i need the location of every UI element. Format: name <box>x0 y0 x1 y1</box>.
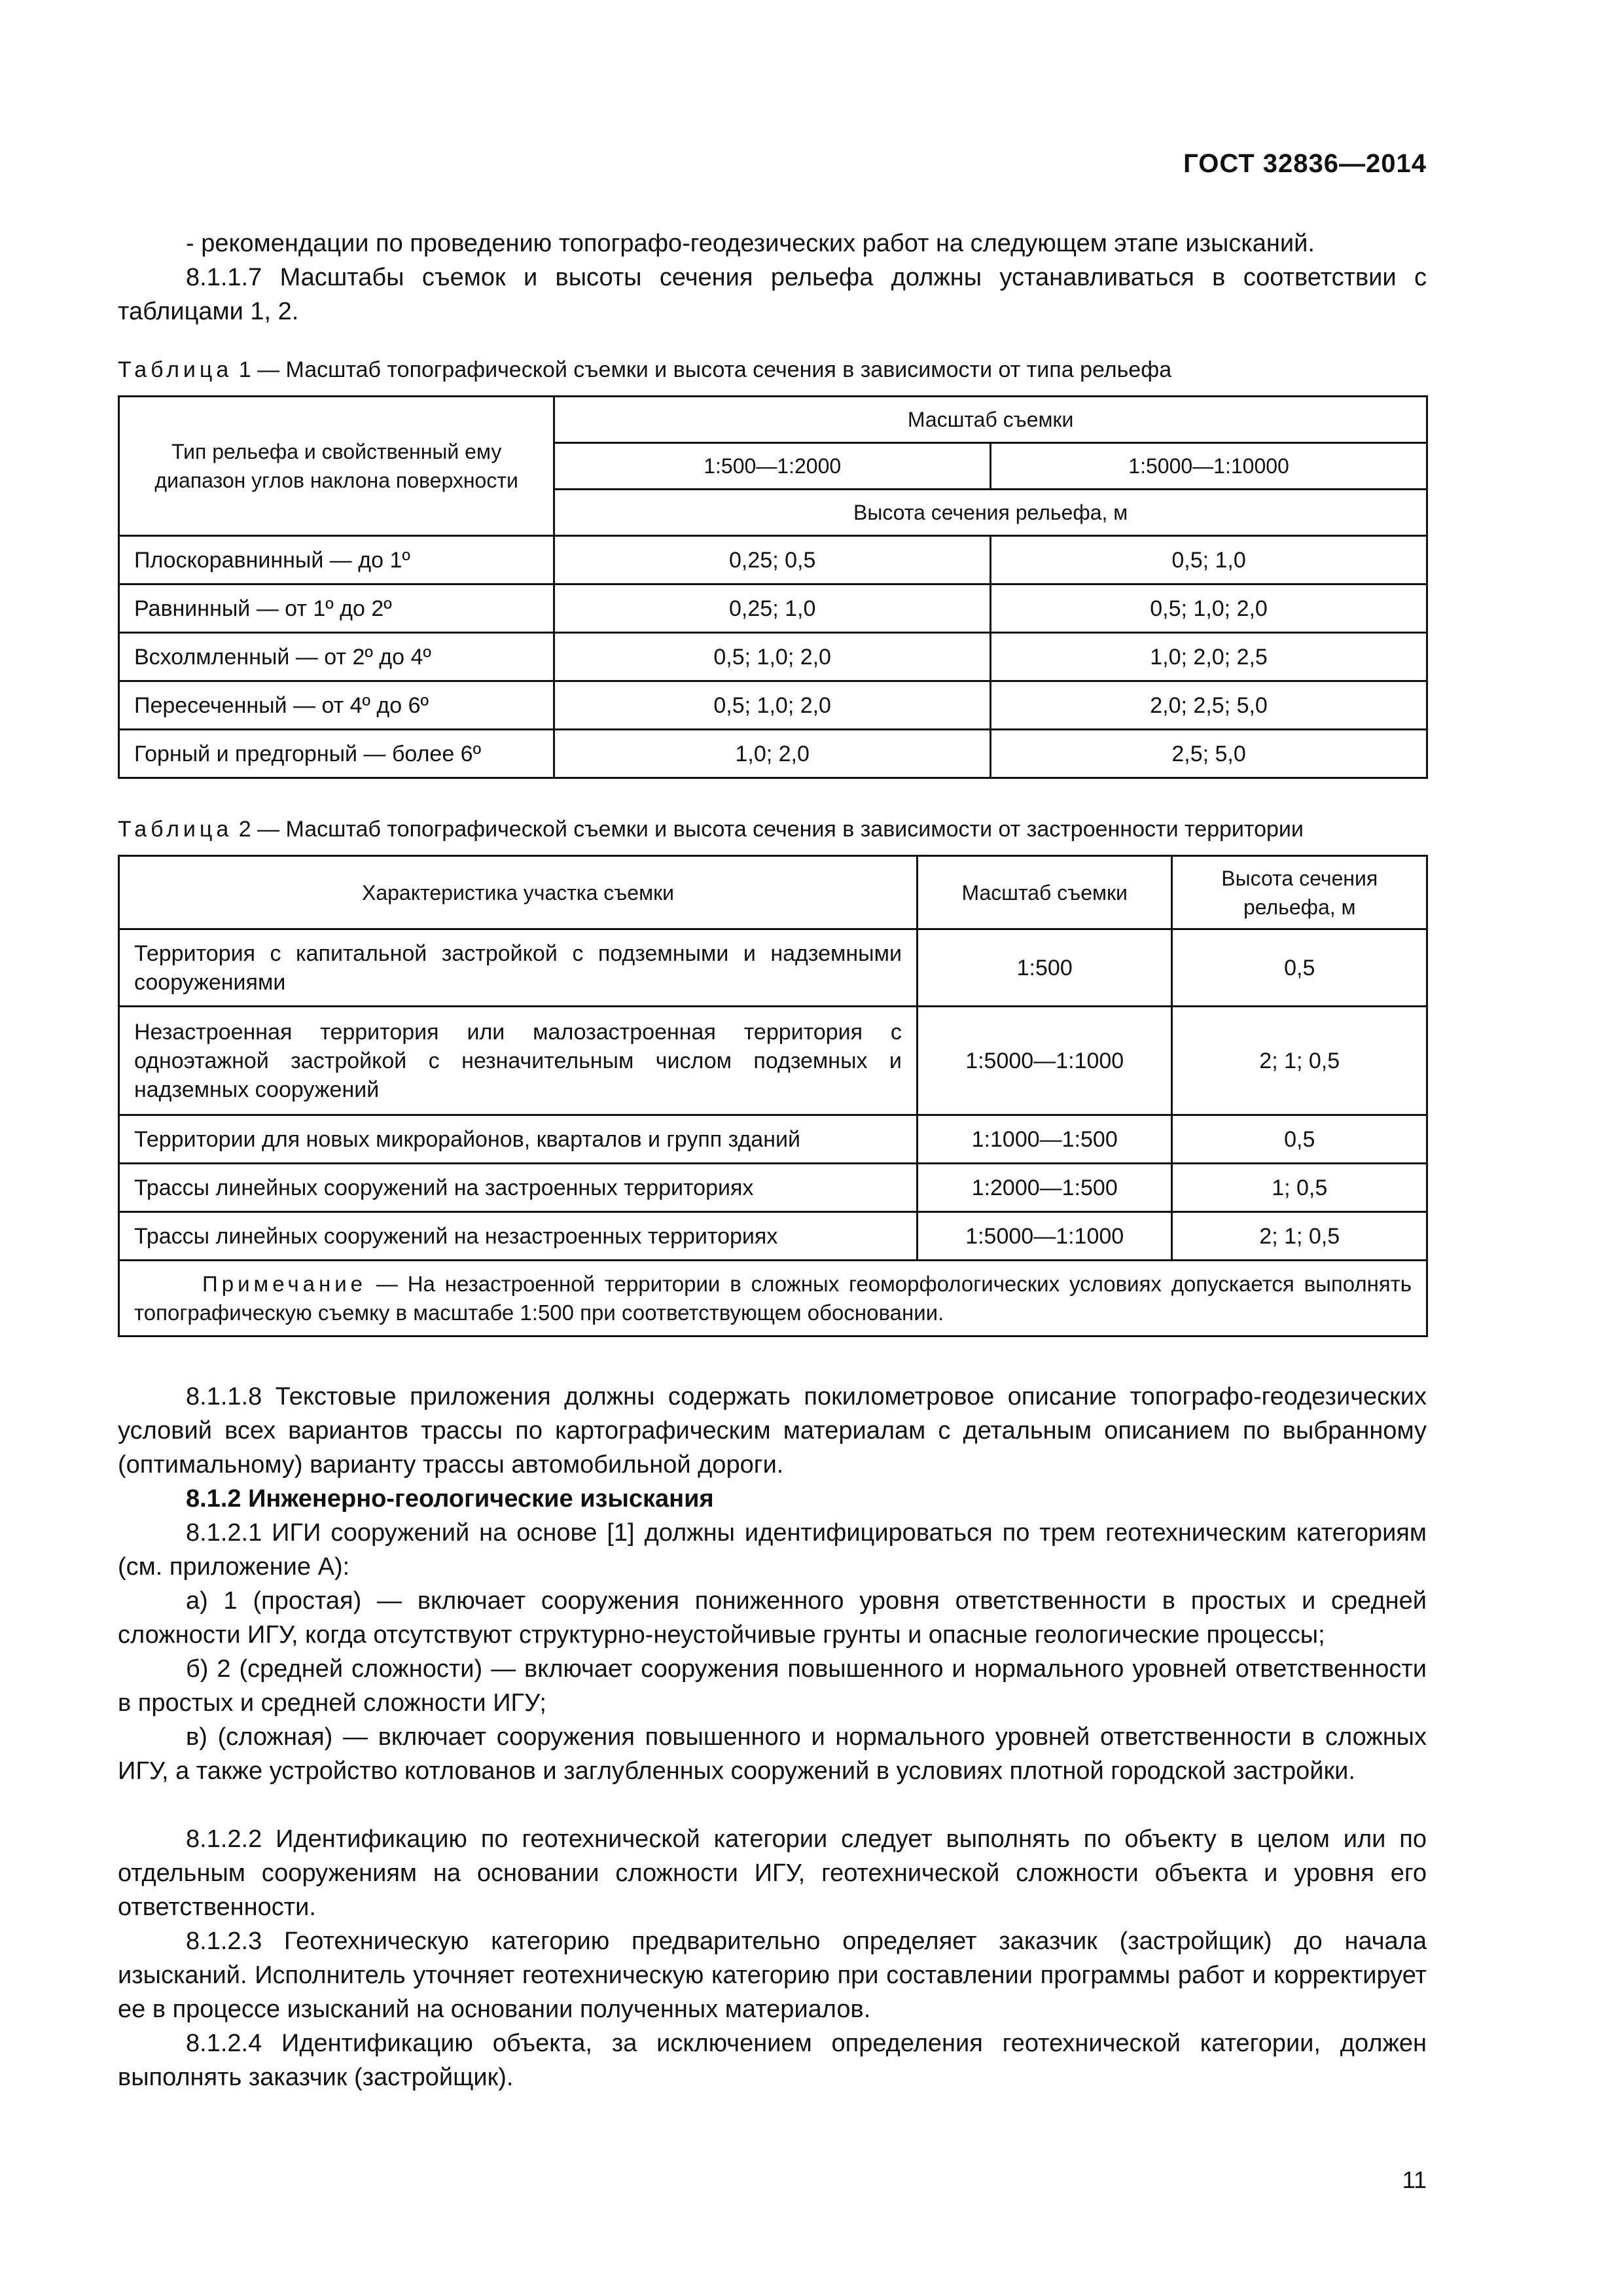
list-item-b: б) 2 (средней сложности) — включает сооружения повышенного и нормального уровней ответственности в простых и средней сложности ИГУ; <box>118 1655 1427 1717</box>
table2-header-height: Высота сечения рельефа, м <box>1172 856 1427 929</box>
table1-cell-type: Равнинный — от 1º до 2º <box>119 584 554 633</box>
table2-cell-scale: 1:500 <box>917 929 1172 1007</box>
table2-cell-scale: 1:1000—1:500 <box>917 1115 1172 1164</box>
table1-cell-b: 0,5; 1,0; 2,0 <box>991 584 1427 633</box>
table1-cell-type: Горный и предгорный — более 6º <box>119 730 554 778</box>
table2-note <box>119 1261 1427 1336</box>
table2-cell-height: 1; 0,5 <box>1172 1164 1427 1212</box>
table-row <box>119 584 1427 633</box>
table2-cell-scale: 1:2000—1:500 <box>917 1164 1172 1212</box>
table2-caption <box>118 814 1427 844</box>
table2-cell-height: 0,5 <box>1172 929 1427 1007</box>
paragraph-8-1-2-2: 8.1.2.2 Идентификацию по геотехнической категории следует выполнять по объекту в целом или по отдельным сооружениям на основании сложности ИГУ, геотехнической сложности объекта и уровня его ответственности. <box>118 1825 1427 1921</box>
table1-header-relief: Тип рельефа и свойственный ему диапазон углов наклона поверхности <box>119 397 554 536</box>
table1-header-scale-b: 1:5000—1:10000 <box>991 443 1427 490</box>
table-row <box>119 1007 1427 1115</box>
table1-header-scale: Масштаб съемки <box>554 397 1427 443</box>
table1-caption-text: 1 — Масштаб топографической съемки и высота сечения в зависимости от типа рельефа <box>232 357 1172 382</box>
table-row <box>119 1212 1427 1261</box>
intro-paragraph-2: 8.1.1.7 Масштабы съемок и высоты сечения рельефа должны устанавливаться в соответствии с таблицами 1, 2. <box>118 264 1427 325</box>
table1-cell-b: 2,0; 2,5; 5,0 <box>991 681 1427 730</box>
standard-header: ГОСТ 32836—2014 <box>1183 149 1427 178</box>
table2-cell-char: Незастроенная территория или малозастроенная территория с одноэтажной застройкой с незначительным числом подземных и надземных сооружений <box>119 1007 918 1115</box>
table1-cell-a: 0,25; 1,0 <box>554 584 991 633</box>
table1-cell-type: Всхолмленный — от 2º до 4º <box>119 633 554 681</box>
table1-header-scale-a: 1:500—1:2000 <box>554 443 991 490</box>
table2-header-scale: Масштаб съемки <box>917 856 1172 929</box>
table1-cell-type: Плоскоравнинный — до 1º <box>119 536 554 584</box>
table2-caption-text: 2 — Масштаб топографической съемки и высота сечения в зависимости от застроенности территории <box>232 817 1304 842</box>
table1-caption <box>118 355 1427 385</box>
table2 <box>118 855 1428 1337</box>
table1 <box>118 395 1428 779</box>
table-row <box>119 730 1427 778</box>
table2-note-label: Примечание <box>202 1271 367 1296</box>
paragraph-8-1-2-1: 8.1.2.1 ИГИ сооружений на основе [1] должны идентифицироваться по трем геотехническим категориям (см. приложение А): <box>118 1519 1427 1581</box>
table2-cell-scale: 1:5000—1:1000 <box>917 1212 1172 1261</box>
table2-cell-char: Трассы линейных сооружений на застроенных территориях <box>119 1164 918 1212</box>
table1-cell-b: 1,0; 2,0; 2,5 <box>991 633 1427 681</box>
table1-cell-a: 0,5; 1,0; 2,0 <box>554 633 991 681</box>
list-item-c: в) (сложная) — включает сооружения повышенного и нормального уровней ответственности в сложных ИГУ, а также устройство котлованов и заглубленных сооружений в условиях плотной городской застройки. <box>118 1723 1427 1785</box>
paragraph-8-1-1-8: 8.1.1.8 Текстовые приложения должны содержать покилометровое описание топографо-геодезических условий всех вариантов трассы по картографическим материалам с детальным описанием по выбранному (оптимальному) варианту трассы автомобильной дороги. <box>118 1383 1427 1479</box>
table2-cell-scale: 1:5000—1:1000 <box>917 1007 1172 1115</box>
table-row <box>119 681 1427 730</box>
table2-cell-char: Трассы линейных сооружений на незастроенных территориях <box>119 1212 918 1261</box>
table2-note-text: — На незастроенной территории в сложных геоморфологических условиях допускается выполнять топографическую съемку в масштабе 1:500 при соответствующем обосновании. <box>134 1271 1412 1325</box>
table2-header-char: Характеристика участка съемки <box>119 856 918 929</box>
table-row <box>119 929 1427 1007</box>
table1-header-height: Высота сечения рельефа, м <box>554 490 1427 536</box>
paragraph-8-1-2-4: 8.1.2.4 Идентификацию объекта, за исключением определения геотехнической категории, должен выполнять заказчик (застройщик). <box>118 2030 1427 2091</box>
table2-cell-char: Территории для новых микрорайонов, кварталов и групп зданий <box>119 1115 918 1164</box>
table1-cell-a: 0,25; 0,5 <box>554 536 991 584</box>
table1-cell-b: 0,5; 1,0 <box>991 536 1427 584</box>
table1-cell-type: Пересеченный — от 4º до 6º <box>119 681 554 730</box>
list-item-a: а) 1 (простая) — включает сооружения пониженного уровня ответственности в простых и средней сложности ИГУ, когда отсутствуют структурно-неустойчивые грунты и опасные геологические процессы; <box>118 1587 1427 1649</box>
table2-cell-height: 2; 1; 0,5 <box>1172 1212 1427 1261</box>
page-number: 11 <box>1402 2166 1427 2193</box>
intro-paragraph-1: - рекомендации по проведению топографо-геодезических работ на следующем этапе изысканий. <box>186 230 1315 257</box>
table1-cell-a: 0,5; 1,0; 2,0 <box>554 681 991 730</box>
table-row <box>119 633 1427 681</box>
paragraph-8-1-2-3: 8.1.2.3 Геотехническую категорию предварительно определяет заказчик (застройщик) до начала изысканий. Исполнитель уточняет геотехническую категорию при составлении программы работ и корректирует ее в процессе изысканий на основании полученных материалов. <box>118 1928 1427 2023</box>
table-row <box>119 1115 1427 1164</box>
table1-cell-b: 2,5; 5,0 <box>991 730 1427 778</box>
section-heading-8-1-2: 8.1.2 Инженерно-геологические изыскания <box>186 1485 714 1513</box>
table2-caption-label: Таблица <box>118 817 233 842</box>
table1-caption-label: Таблица <box>118 357 233 382</box>
table-row <box>119 536 1427 584</box>
table2-cell-height: 2; 1; 0,5 <box>1172 1007 1427 1115</box>
table2-cell-char: Территория с капитальной застройкой с подземными и надземными сооружениями <box>119 929 918 1007</box>
table1-cell-a: 1,0; 2,0 <box>554 730 991 778</box>
table-row <box>119 1164 1427 1212</box>
table2-cell-height: 0,5 <box>1172 1115 1427 1164</box>
